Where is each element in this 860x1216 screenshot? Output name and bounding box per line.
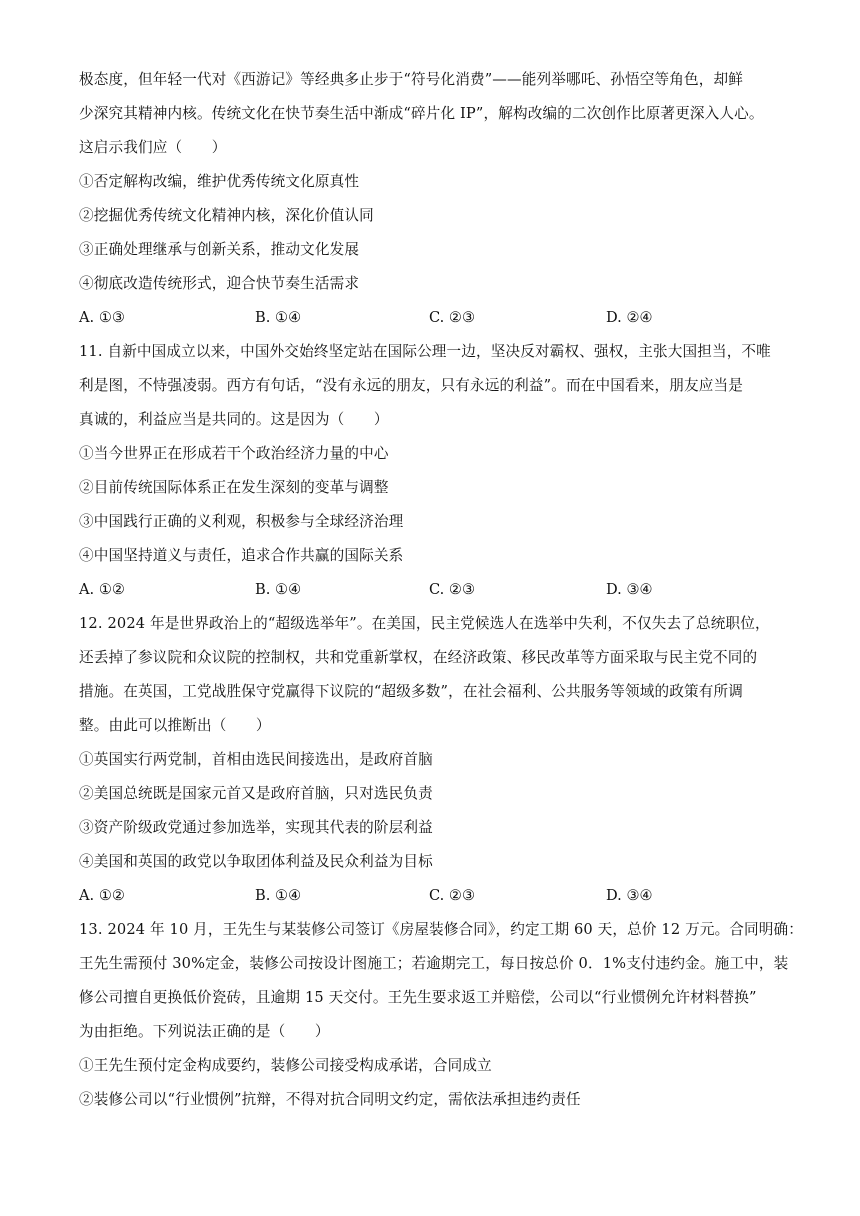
q12-option-a[interactable]: A. ①②	[79, 887, 125, 904]
q12-option-d[interactable]: D. ③④	[606, 887, 653, 904]
q12-stem-line: 措施。在英国，工党战胜保守党赢得下议院的“超级多数”，在社会福利、公共服务等领域的政策有所调	[79, 683, 743, 700]
q13-statement: ②装修公司以“行业惯例”抗辩，不得对抗合同明文约定，需依法承担违约责任	[79, 1091, 581, 1108]
q12-option-b[interactable]: B. ①④	[255, 887, 302, 904]
q13-stem-line: 修公司擅自更换低价瓷砖，且逾期 15 天交付。王先生要求返工并赔偿，公司以“行业惯例允许材料替换”	[79, 989, 757, 1006]
q11-option-d[interactable]: D. ③④	[606, 581, 653, 598]
q12-stem-line: 12. 2024 年是世界政治上的“超级选举年”。在美国，民主党候选人在选举中失利，不仅失去了总统职位，	[79, 615, 770, 632]
q13-statement: ①王先生预付定金构成要约，装修公司接受构成承诺，合同成立	[79, 1057, 492, 1074]
q10-statement: ①否定解构改编，维护优秀传统文化原真性	[79, 173, 360, 190]
q10-statement: ②挖掘优秀传统文化精神内核，深化价值认同	[79, 207, 374, 224]
q13-stem-line: 13. 2024 年 10 月，王先生与某装修公司签订《房屋装修合同》，约定工期 60 天，总价 12 万元。合同明确：	[79, 921, 804, 938]
q10-option-b[interactable]: B. ①④	[255, 309, 302, 326]
q11-stem-line: 利是图，不恃强凌弱。西方有句话，“没有永远的朋友，只有永远的利益”。而在中国看来，朋友应当是	[79, 377, 743, 394]
q12-stem-line: 还丢掉了参议院和众议院的控制权，共和党重新掌权，在经济政策、移民改革等方面采取与民主党不同的	[79, 649, 758, 666]
q10-statement: ③正确处理继承与创新关系，推动文化发展	[79, 241, 360, 258]
q12-statement: ④美国和英国的政党以争取团体利益及民众利益为目标	[79, 853, 433, 870]
q12-statement: ①英国实行两党制，首相由选民间接选出，是政府首脑	[79, 751, 433, 768]
q13-stem-line: 为由拒绝。下列说法正确的是（ ）	[79, 1023, 330, 1040]
q11-statement: ③中国践行正确的义利观，积极参与全球经济治理	[79, 513, 404, 530]
q10-option-a[interactable]: A. ①③	[79, 309, 125, 326]
q11-option-a[interactable]: A. ①②	[79, 581, 125, 598]
q10-statement: ④彻底改造传统形式，迎合快节奏生活需求	[79, 275, 360, 292]
q13-stem-line: 王先生需预付 30%定金，装修公司按设计图施工；若逾期完工，每日按总价 0．1%支付违约金。施工中，装	[79, 955, 789, 972]
q12-option-c[interactable]: C. ②③	[429, 887, 476, 904]
q11-statement: ④中国坚持道义与责任，追求合作共赢的国际关系	[79, 547, 404, 564]
q11-statement: ①当今世界正在形成若干个政治经济力量的中心	[79, 445, 389, 462]
q11-option-c[interactable]: C. ②③	[429, 581, 476, 598]
q11-option-b[interactable]: B. ①④	[255, 581, 302, 598]
q11-statement: ②目前传统国际体系正在发生深刻的变革与调整	[79, 479, 389, 496]
q10-stem-line: 这启示我们应（ ）	[79, 139, 227, 156]
q10-option-c[interactable]: C. ②③	[429, 309, 476, 326]
q12-stem-line: 整。由此可以推断出（ ）	[79, 717, 271, 734]
q10-stem-line: 少深究其精神内核。传统文化在快节奏生活中渐成“碎片化 IP”，解构改编的二次创作比原著更深入人心。	[79, 105, 764, 122]
q11-stem-line: 真诚的，利益应当是共同的。这是因为（ ）	[79, 411, 389, 428]
q12-statement: ②美国总统既是国家元首又是政府首脑，只对选民负责	[79, 785, 433, 802]
q10-stem-line: 极态度，但年轻一代对《西游记》等经典多止步于“符号化消费”——能列举哪吒、孙悟空等角色，却鲜	[79, 71, 743, 88]
q10-option-d[interactable]: D. ②④	[606, 309, 653, 326]
q12-statement: ③资产阶级政党通过参加选举，实现其代表的阶层利益	[79, 819, 433, 836]
q11-stem-line: 11. 自新中国成立以来，中国外交始终坚定站在国际公理一边，坚决反对霸权、强权，主张大国担当，不唯	[79, 343, 771, 360]
